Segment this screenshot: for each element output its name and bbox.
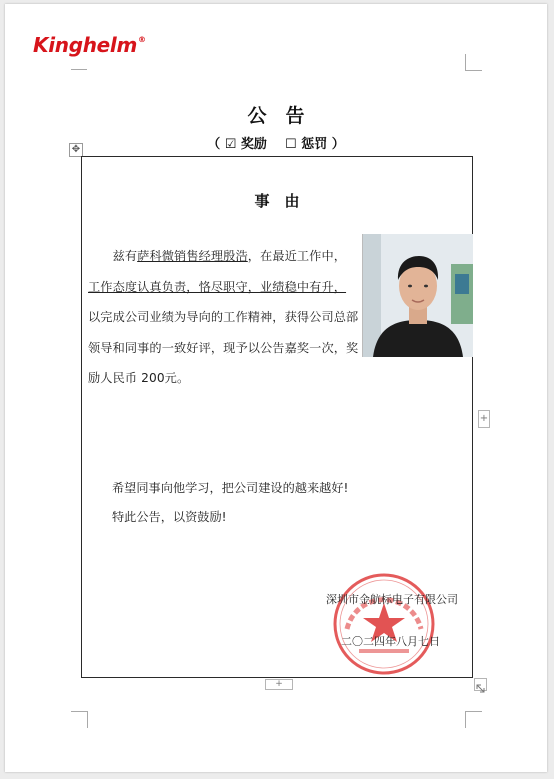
closing-line-1: 希望同事向他学习，把公司建设的越来越好!	[112, 481, 349, 495]
crop-mark-top-right	[465, 54, 482, 71]
table-resize-handle-icon[interactable]	[474, 678, 487, 691]
notice-table	[81, 156, 473, 678]
reason-heading: 事 由	[254, 192, 300, 210]
table-move-handle-icon[interactable]: ✥	[69, 143, 83, 157]
employee-name: 萨科微销售经理殷浩	[137, 249, 248, 263]
notice-title: 公 告	[247, 105, 305, 127]
notice-type-selector: （ ☑ 奖励 ☐ 惩罚 ）	[207, 137, 345, 152]
penalty-label: 惩罚	[301, 137, 328, 152]
crop-mark-bottom-right	[465, 711, 482, 728]
crop-mark-top-left	[71, 54, 87, 70]
add-row-button[interactable]: +	[265, 679, 293, 690]
reason-paragraph: 兹有萨科微销售经理殷浩，在最近工作中， 工作态度认真负责，恪尽职守，业绩稳中有升， 以完成公司业绩为导向的工作精神，获得公司总部领导和同事的一致好评，现予以公告嘉奖一次，奖励人民币 200元。	[88, 249, 359, 385]
add-column-button[interactable]: +	[478, 410, 490, 428]
document-page	[5, 4, 547, 772]
company-name: 深圳市金航标电子有限公司	[326, 593, 458, 606]
employee-photo	[362, 234, 473, 357]
crop-mark-bottom-left	[71, 711, 88, 728]
penalty-checkbox-icon[interactable]: ☐	[285, 137, 297, 152]
issue-date: 二〇二四年八月七日	[341, 635, 440, 648]
closing-line-2: 特此公告，以资鼓励!	[112, 510, 227, 524]
kinghelm-logo: Kinghelm®	[33, 33, 146, 57]
performance-summary: 工作态度认真负责，恪尽职守，业绩稳中有升，	[88, 279, 347, 294]
company-seal-stamp	[329, 569, 439, 679]
reward-label: 奖励	[240, 137, 267, 152]
reward-checkbox-icon[interactable]: ☑	[224, 137, 237, 152]
